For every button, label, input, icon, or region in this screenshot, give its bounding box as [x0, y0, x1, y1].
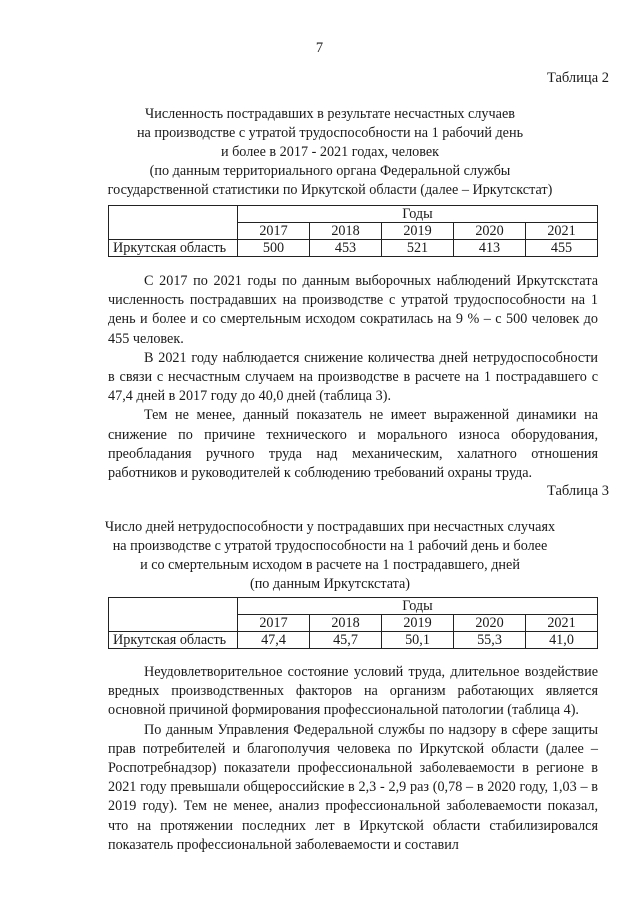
- table-3-year: 2018: [310, 615, 382, 632]
- table-2-title-line: государственной статистики по Иркутской области (далее – Иркутскстат): [107, 182, 553, 198]
- table-2-value: 455: [526, 240, 598, 257]
- table-2-corner-cell: [109, 206, 238, 240]
- table-3-title-line: и со смертельным исходом в расчете на 1 пострадавшего, дней: [140, 557, 520, 573]
- table-2-data-row: [109, 240, 598, 257]
- table-3-title-line: (по данным Иркутскстата): [249, 576, 411, 592]
- table-3-header-group-row: [109, 598, 598, 615]
- table-2-caption: Таблица 2: [546, 70, 609, 86]
- paragraph: По данным Управления Федеральной службы по надзору в сфере защиты прав потребителей и благополучия человека по Иркутской области (далее – Роспотребнадзор) показатели профессиональной заболеваемости в регионе в 2021 году превышали общероссийские в 2,3 - 2,9 раз (0,78 – в 2020 году, 1,03 – в 2019 году). Тем не менее, анализ профессиональной заболеваемости показал, что на протяжении последних лет в Иркутской области стабилизировался показатель профессиональной заболеваемости и составил: [108, 721, 598, 853]
- table-2-title-line: (по данным территориального органа Федеральной службы: [149, 163, 511, 179]
- table-2-row-label: Иркутская область: [109, 240, 238, 257]
- page-number: 7: [315, 40, 324, 56]
- table-2-year: 2021: [526, 223, 598, 240]
- table-3-year: 2019: [382, 615, 454, 632]
- table-2-value: 500: [238, 240, 310, 257]
- table-3-header-group: Годы: [238, 598, 598, 615]
- paragraph: С 2017 по 2021 годы по данным выборочных наблюдений Иркутскстата численность пострадавших на производстве с утратой трудоспособности на 1 день и более и со смертельным исходом сократилась на 9 % – с 500 человек до 455 человек.: [108, 273, 598, 347]
- table-2-year: 2017: [238, 223, 310, 240]
- table-3-row-label: Иркутская область: [109, 632, 238, 649]
- table-2-value: 413: [454, 240, 526, 257]
- table-2-header-group: Годы: [238, 206, 598, 223]
- table-2: [108, 205, 598, 257]
- paragraph: Тем не менее, данный показатель не имеет выраженной динамики на снижение по причине технического и морального износа оборудования, преобладания ручного труда над механическим, халатного отношения работников и руководителей к соблюдению требований охраны труда.: [108, 407, 598, 482]
- table-2-value: 521: [382, 240, 454, 257]
- table-2-title: [60, 105, 600, 200]
- table-2-year: 2020: [454, 223, 526, 240]
- table-3-title: [60, 518, 600, 594]
- table-3-year: 2020: [454, 615, 526, 632]
- table-2-title-line: на производстве с утратой трудоспособности на 1 рабочий день: [136, 125, 524, 141]
- paragraph: Неудовлетворительное состояние условий труда, длительное воздействие вредных производственных факторов на организм работающих является основной причиной формирования профессиональной патологии (таблица 4).: [108, 664, 598, 719]
- table-3-value: 45,7: [310, 632, 382, 649]
- table-2-value: 453: [310, 240, 382, 257]
- table-3-value: 41,0: [526, 632, 598, 649]
- paragraph: В 2021 году наблюдается снижение количества дней нетрудоспособности в связи с несчастным случаем на производстве в расчете на 1 пострадавшего с 47,4 дней в 2017 году до 40,0 дней (таблица 3).: [108, 349, 598, 405]
- table-3-year: 2021: [526, 615, 598, 632]
- table-2-year: 2019: [382, 223, 454, 240]
- table-3-title-line: на производстве с утратой трудоспособности на 1 рабочий день и более: [112, 538, 548, 554]
- table-2-header-group-row: [109, 206, 598, 223]
- table-3-data-row: [109, 632, 598, 649]
- table-3-value: 55,3: [454, 632, 526, 649]
- table-3-caption: Таблица 3: [546, 483, 609, 499]
- table-3-year: 2017: [238, 615, 310, 632]
- table-2-title-line: Численность пострадавших в результате несчастных случаев: [145, 106, 515, 122]
- table-3-corner-cell: [109, 598, 238, 632]
- body-text-block-2: [108, 663, 598, 855]
- table-3: [108, 597, 598, 649]
- table-3-title-line: Число дней нетрудоспособности у пострадавших при несчастных случаях: [104, 519, 556, 535]
- table-3-value: 50,1: [382, 632, 454, 649]
- table-2-year: 2018: [310, 223, 382, 240]
- table-2-title-line: и более в 2017 - 2021 годах, человек: [220, 144, 440, 160]
- table-3-value: 47,4: [238, 632, 310, 649]
- body-text-block-1: [108, 272, 598, 483]
